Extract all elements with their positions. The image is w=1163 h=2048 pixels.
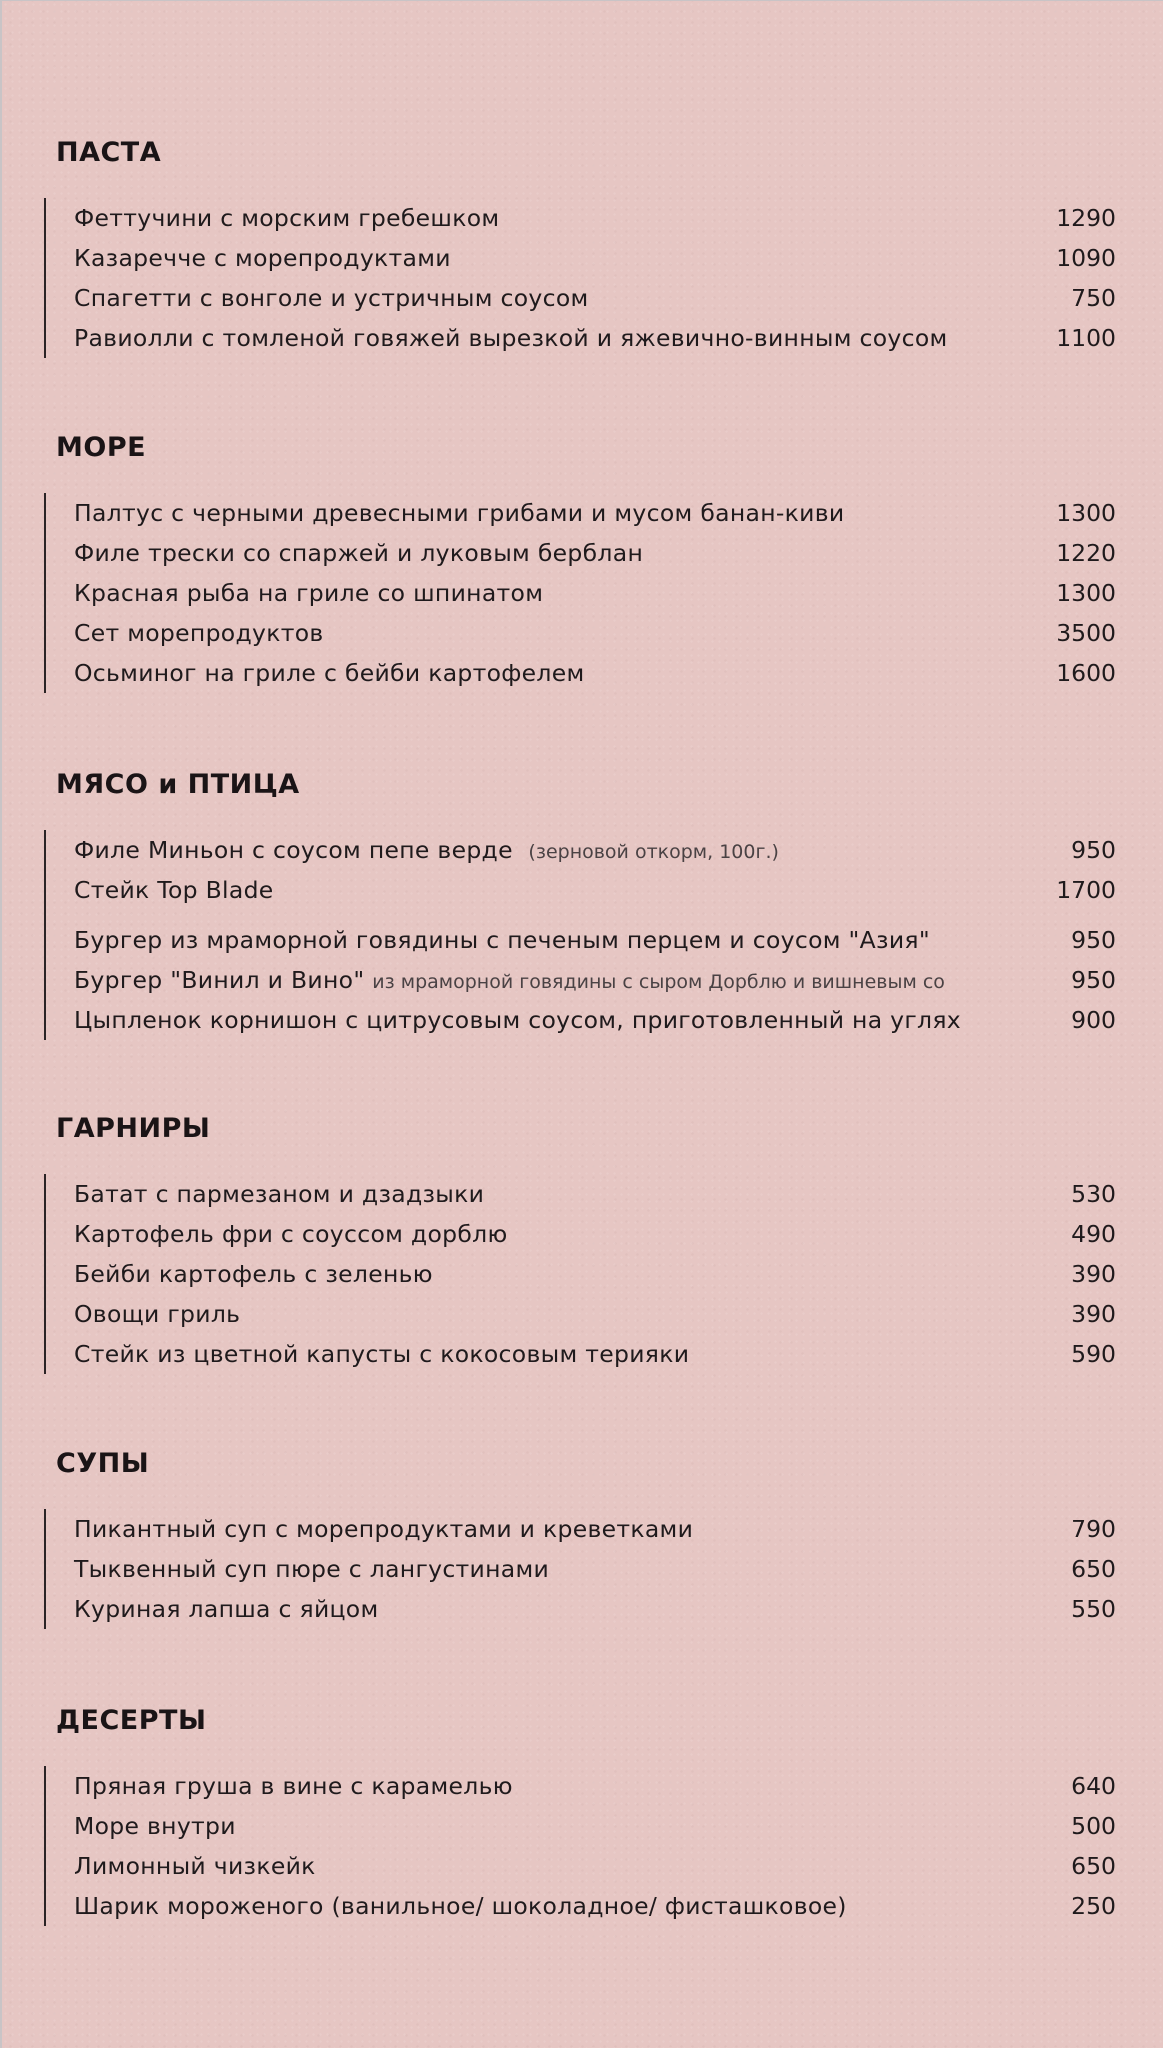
item-price: 1100	[1056, 324, 1116, 352]
menu-item	[46, 1294, 1116, 1334]
menu-item	[46, 1886, 1116, 1926]
item-name: Батат с пармезаном и дзадзыки	[74, 1180, 485, 1208]
item-price: 650	[1071, 1555, 1116, 1583]
item-price: 900	[1071, 1006, 1116, 1034]
menu-item	[46, 1846, 1116, 1886]
item-name: Тыквенный суп пюре с лангустинами	[74, 1555, 550, 1583]
item-name: Шарик мороженого (ванильное/ шоколадное/ фисташковое)	[74, 1892, 847, 1920]
menu-item	[46, 533, 1116, 573]
item-price: 1300	[1056, 579, 1116, 607]
section-items	[44, 493, 1116, 693]
section-items	[44, 198, 1116, 358]
menu-item	[46, 1174, 1116, 1214]
section-title: ПАСТА	[56, 137, 162, 168]
item-note: из мраморной говядины с сыром Дорблю и вишневым со	[372, 971, 945, 993]
item-price: 550	[1071, 1595, 1116, 1623]
menu-item	[46, 278, 1116, 318]
item-name	[74, 830, 779, 872]
item-price: 1600	[1056, 659, 1116, 687]
menu-item	[46, 1589, 1116, 1629]
item-name: Овощи гриль	[74, 1300, 241, 1328]
item-price: 390	[1071, 1300, 1116, 1328]
item-name: Сет морепродуктов	[74, 619, 324, 647]
item-price: 1090	[1056, 244, 1116, 272]
item-price: 1220	[1056, 539, 1116, 567]
menu-item	[46, 493, 1116, 533]
menu-item	[46, 960, 1116, 1000]
menu-item	[46, 1214, 1116, 1254]
section-items	[44, 830, 1116, 1040]
menu-item	[46, 870, 1116, 910]
item-note: (зерновой откорм, 100г.)	[528, 841, 779, 863]
item-price: 250	[1071, 1892, 1116, 1920]
item-name: Спагетти с вонголе и устричным соусом	[74, 284, 589, 312]
item-name: Куриная лапша с яйцом	[74, 1595, 379, 1623]
item-price: 950	[1071, 836, 1116, 864]
item-name: Равиолли с томленой говяжей вырезкой и яжевично-винным соусом	[74, 324, 948, 352]
menu-item	[46, 1766, 1116, 1806]
item-name: Цыпленок корнишон с цитрусовым соусом, приготовленный на углях	[74, 1006, 961, 1034]
section-title: МЯСО и ПТИЦА	[56, 769, 300, 800]
item-price: 950	[1071, 926, 1116, 954]
item-name: Бейби картофель с зеленью	[74, 1260, 433, 1288]
item-name-text: Бургер "Винил и Вино"	[74, 966, 365, 994]
item-name	[74, 960, 945, 1002]
item-price: 3500	[1056, 619, 1116, 647]
menu-item	[46, 1549, 1116, 1589]
item-price: 640	[1071, 1772, 1116, 1800]
section-title: СУПЫ	[56, 1448, 150, 1479]
item-price: 390	[1071, 1260, 1116, 1288]
item-price: 1700	[1056, 876, 1116, 904]
menu-item	[46, 318, 1116, 358]
menu-item	[46, 613, 1116, 653]
section-items	[44, 1509, 1116, 1629]
item-name: Картофель фри с соуссом дорблю	[74, 1220, 508, 1248]
menu-item	[46, 920, 1116, 960]
menu-item	[46, 1000, 1116, 1040]
section-items	[44, 1766, 1116, 1926]
item-name: Феттучини с морским гребешком	[74, 204, 500, 232]
menu-item	[46, 653, 1116, 693]
menu-item	[46, 1334, 1116, 1374]
item-name: Казаречче с морепродуктами	[74, 244, 451, 272]
item-name: Филе трески со спаржей и луковым берблан	[74, 539, 644, 567]
item-price: 950	[1071, 966, 1116, 994]
menu-item	[46, 573, 1116, 613]
menu-item	[46, 1254, 1116, 1294]
item-price: 530	[1071, 1180, 1116, 1208]
item-name: Стейк Top Blade	[74, 876, 274, 904]
item-name: Красная рыба на гриле со шпинатом	[74, 579, 544, 607]
section-items	[44, 1174, 1116, 1374]
item-price: 1290	[1056, 204, 1116, 232]
section-title: ДЕСЕРТЫ	[56, 1705, 207, 1736]
item-price: 500	[1071, 1812, 1116, 1840]
item-price: 1300	[1056, 499, 1116, 527]
item-name: Пряная груша в вине с карамелью	[74, 1772, 513, 1800]
item-price: 790	[1071, 1515, 1116, 1543]
item-name-text: Филе Миньон с соусом пепе верде	[74, 836, 513, 864]
section-title: МОРЕ	[56, 432, 147, 463]
item-price: 590	[1071, 1340, 1116, 1368]
section-title: ГАРНИРЫ	[56, 1113, 211, 1144]
item-price: 650	[1071, 1852, 1116, 1880]
item-name: Осьминог на гриле с бейби картофелем	[74, 659, 585, 687]
item-name: Море внутри	[74, 1812, 236, 1840]
item-price: 490	[1071, 1220, 1116, 1248]
item-name: Палтус с черными древесными грибами и мусом банан-киви	[74, 499, 845, 527]
item-name: Стейк из цветной капусты с кокосовым терияки	[74, 1340, 690, 1368]
menu-item	[46, 198, 1116, 238]
menu-item	[46, 1806, 1116, 1846]
item-price: 750	[1071, 284, 1116, 312]
item-name: Лимонный чизкейк	[74, 1852, 316, 1880]
item-name: Пикантный суп с морепродуктами и креветками	[74, 1515, 694, 1543]
menu-item	[46, 238, 1116, 278]
item-name: Бургер из мраморной говядины с печеным перцем и соусом "Азия"	[74, 926, 930, 954]
menu-item	[46, 1509, 1116, 1549]
menu-item	[46, 830, 1116, 870]
